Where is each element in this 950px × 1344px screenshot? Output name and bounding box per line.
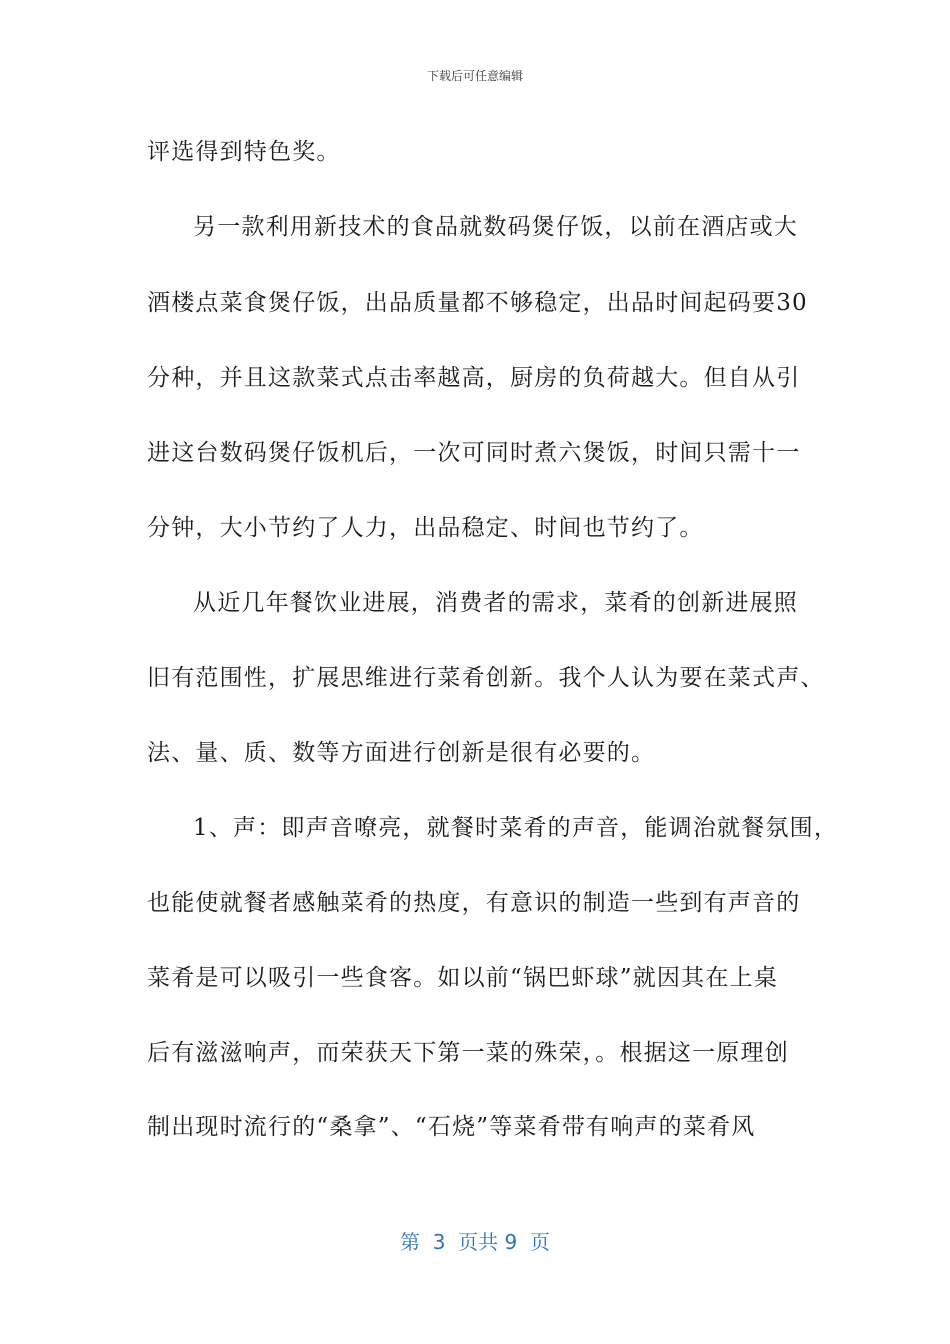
text-line: 评选得到特色奖。	[147, 139, 341, 165]
text-line: 法、量、质、数等方面进行创新是很有必要的。	[147, 740, 656, 766]
paragraph-start-line: 另一款利用新技术的食品就数码煲仔饭，以前在酒店或大	[193, 214, 798, 240]
text-line: 也能使就餐者感触菜肴的热度，有意识的制造一些到有声音的	[147, 890, 801, 916]
paragraph-start-line: 1、声：即声音嘹亮，就餐时菜肴的声音，能调治就餐氛围，	[193, 815, 839, 841]
text-line: 进这台数码煲仔饭机后，一次可同时煮六煲饭，时间只需十一	[147, 440, 801, 466]
paragraph-start-line: 从近几年餐饮业进展，消费者的需求，菜肴的创新进展照	[193, 590, 798, 616]
text-line: 分种，并且这款菜式点击率越高，厨房的负荷越大。但自从引	[147, 365, 801, 391]
text-line: 分钟，大小节约了人力，出品稳定、时间也节约了。	[147, 515, 704, 541]
text-line: 后有滋滋响声，而荣获天下第一菜的殊荣，。根据这一原理创	[147, 1040, 789, 1066]
page-header-note: 下载后可任意编辑	[426, 69, 523, 83]
text-line: 制出现时流行的“桑拿”、“石烧”等菜肴带有响声的菜肴风	[147, 1114, 756, 1140]
text-line: 酒楼点菜食煲仔饭，出品质量都不够稳定，出品时间起码要30	[147, 290, 808, 316]
text-line: 菜肴是可以吸引一些食客。如以前“锅巴虾球”就因其在上桌	[147, 965, 778, 991]
page-number-footer: 第 3 页共 9 页	[400, 1230, 550, 1254]
text-line: 旧有范围性，扩展思维进行菜肴创新。我个人认为要在菜式声、	[147, 665, 825, 691]
